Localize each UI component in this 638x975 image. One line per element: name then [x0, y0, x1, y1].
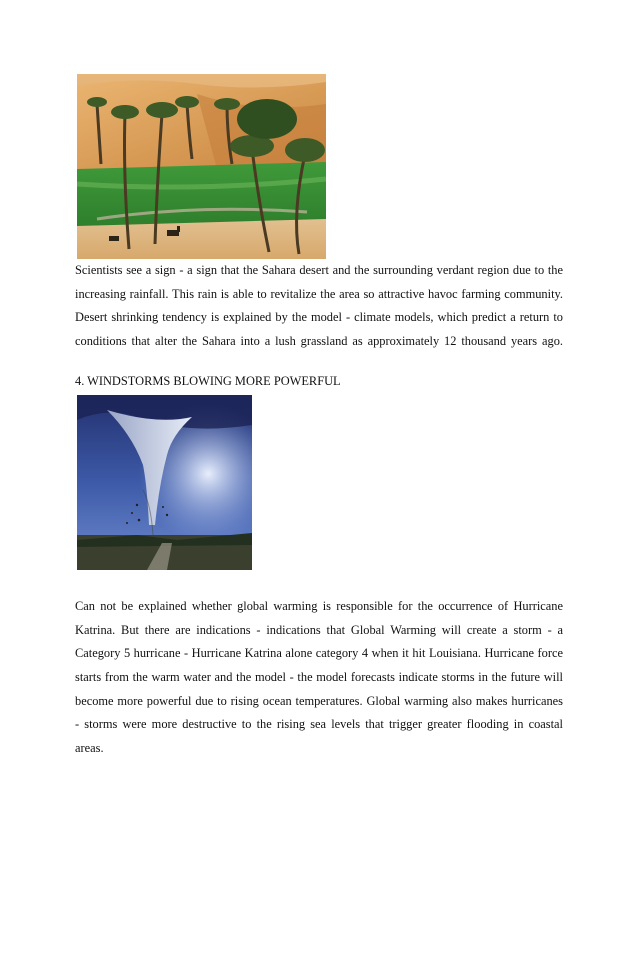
text-line: Scientists see a sign - a sign that the Sahara desert and the surrounding verdant region due to the — [75, 263, 563, 277]
section-heading: 4. WINDSTORMS BLOWING MORE POWERFUL — [75, 374, 341, 388]
tornado-photo — [77, 395, 252, 570]
text-line: Category 5 hurricane - Hurricane Katrina alone category 4 when it hit Louisiana. Hurricane force — [75, 646, 563, 661]
text-line: Desert shrinking tendency is explained by the model - climate models, which predict a return to — [75, 310, 563, 325]
text-line: increasing rainfall. This rain is able to revitalize the area so attractive havoc farming community. — [75, 286, 563, 301]
sahara-paragraph — [75, 259, 563, 354]
text-line: Katrina. But there are indications - indications that Global Warming will create a storm - a — [75, 622, 563, 637]
text-line: starts from the warm water and the model - the model forecasts indicate storms in the future will — [75, 670, 563, 685]
hurricane-paragraph — [75, 595, 563, 761]
text-line: areas. — [75, 741, 104, 756]
text-line: conditions that alter the Sahara into a lush grassland as approximately 12 thousand years ago. — [75, 334, 563, 349]
text-line: - storms were more destructive to the rising sea levels that trigger greater flooding in coastal — [75, 717, 563, 732]
text-line: become more powerful due to rising ocean temperatures. Global warming also makes hurricanes — [75, 693, 563, 708]
desert-oasis-photo — [77, 74, 326, 259]
text-line: Can not be explained whether global warming is responsible for the occurrence of Hurricane — [75, 599, 563, 613]
